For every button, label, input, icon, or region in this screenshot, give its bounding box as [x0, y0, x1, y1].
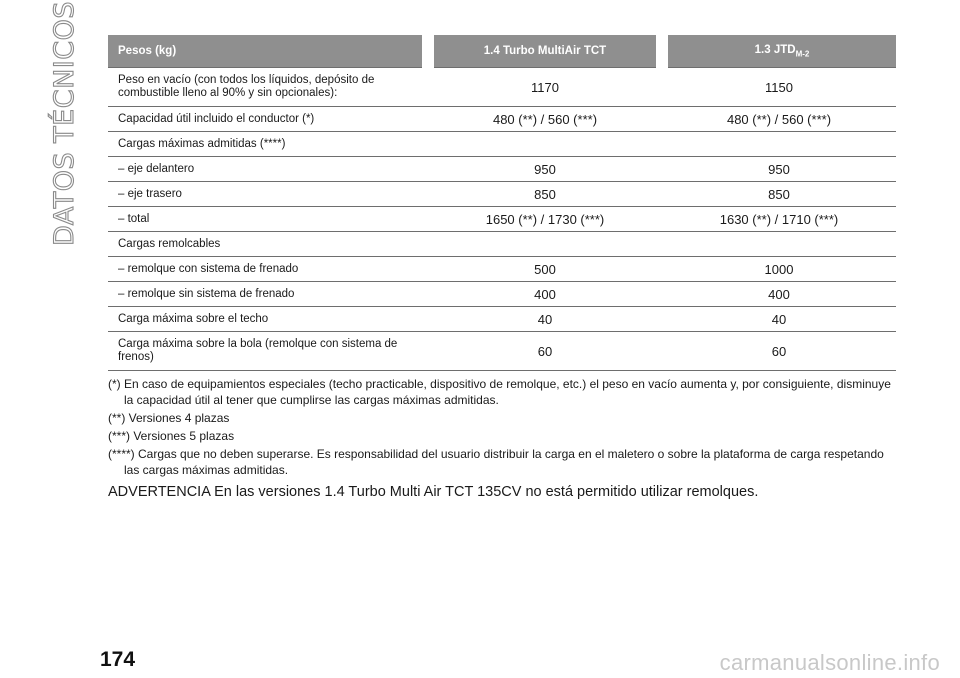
row-value-petrol: 850 [428, 182, 662, 207]
section-title: DATOS TÉCNICOS [48, 0, 80, 246]
table-row [108, 132, 896, 157]
warning-text: ADVERTENCIA En las versiones 1.4 Turbo Multi Air TCT 135CV no está permitido utilizar remolques. [108, 484, 759, 500]
header-engine-diesel [662, 35, 896, 68]
footnote: (**) Versiones 4 plazas [108, 411, 230, 425]
header-engine-diesel-name: 1.3 JTD [754, 43, 796, 56]
table-row [108, 307, 896, 332]
row-value-diesel [662, 232, 896, 257]
table-row [108, 332, 896, 371]
table-row [108, 157, 896, 182]
table-header-row [108, 35, 896, 68]
row-value-petrol: 40 [428, 307, 662, 332]
row-value-diesel: 950 [662, 157, 896, 182]
watermark: carmanualsonline.info [719, 650, 940, 675]
row-label: – remolque sin sistema de frenado [108, 282, 428, 307]
row-label: Peso en vacío (con todos los líquidos, depósito de combustible lleno al 90% y sin opcionales): [108, 68, 428, 107]
table-row [108, 68, 896, 107]
row-value-petrol [428, 132, 662, 157]
table-row [108, 257, 896, 282]
row-value-diesel: 1000 [662, 257, 896, 282]
row-value-petrol: 950 [428, 157, 662, 182]
row-label: – remolque con sistema de frenado [108, 257, 428, 282]
header-engine-diesel-suffix: M-2 [795, 49, 810, 59]
footnote: (***) Versiones 5 plazas [108, 429, 235, 443]
row-label: Cargas remolcables [108, 232, 428, 257]
row-value-petrol: 480 (**) / 560 (***) [428, 107, 662, 132]
page-number: 174 [100, 648, 136, 671]
row-value-petrol [428, 232, 662, 257]
row-value-petrol: 400 [428, 282, 662, 307]
table-row [108, 232, 896, 257]
row-value-diesel: 400 [662, 282, 896, 307]
row-label: – total [108, 207, 428, 232]
row-label: Carga máxima sobre el techo [108, 307, 428, 332]
row-label: Capacidad útil incluido el conductor (*) [108, 107, 428, 132]
table-row [108, 182, 896, 207]
row-value-diesel: 60 [662, 332, 896, 371]
row-value-petrol: 60 [428, 332, 662, 371]
row-value-petrol: 500 [428, 257, 662, 282]
row-label: Cargas máximas admitidas (****) [108, 132, 428, 157]
row-value-petrol: 1650 (**) / 1730 (***) [428, 207, 662, 232]
row-value-diesel [662, 132, 896, 157]
row-value-diesel: 850 [662, 182, 896, 207]
footnote: (****) Cargas que no deben superarse. Es responsabilidad del usuario distribuir la carga en el maletero o sobre la plataforma de carga respetando las cargas máximas admitidas. [108, 447, 884, 477]
footnote: (*) En caso de equipamientos especiales (techo practicable, dispositivo de remolque, etc.) el peso en vacío aumenta y, por consiguiente, disminuye la capacidad útil al tener que cumplirse las cargas máximas admitidas. [108, 377, 891, 407]
table-row [108, 107, 896, 132]
row-value-diesel: 480 (**) / 560 (***) [662, 107, 896, 132]
header-engine-petrol: 1.4 Turbo MultiAir TCT [428, 35, 662, 68]
row-label: Carga máxima sobre la bola (remolque con sistema de frenos) [108, 332, 428, 371]
row-value-diesel: 40 [662, 307, 896, 332]
header-weights: Pesos (kg) [108, 35, 428, 68]
footnotes [108, 376, 898, 480]
row-label: – eje trasero [108, 182, 428, 207]
table-row [108, 282, 896, 307]
row-label: – eje delantero [108, 157, 428, 182]
table-row [108, 207, 896, 232]
weights-table [108, 35, 896, 371]
row-value-petrol: 1170 [428, 68, 662, 107]
row-value-diesel: 1630 (**) / 1710 (***) [662, 207, 896, 232]
row-value-diesel: 1150 [662, 68, 896, 107]
